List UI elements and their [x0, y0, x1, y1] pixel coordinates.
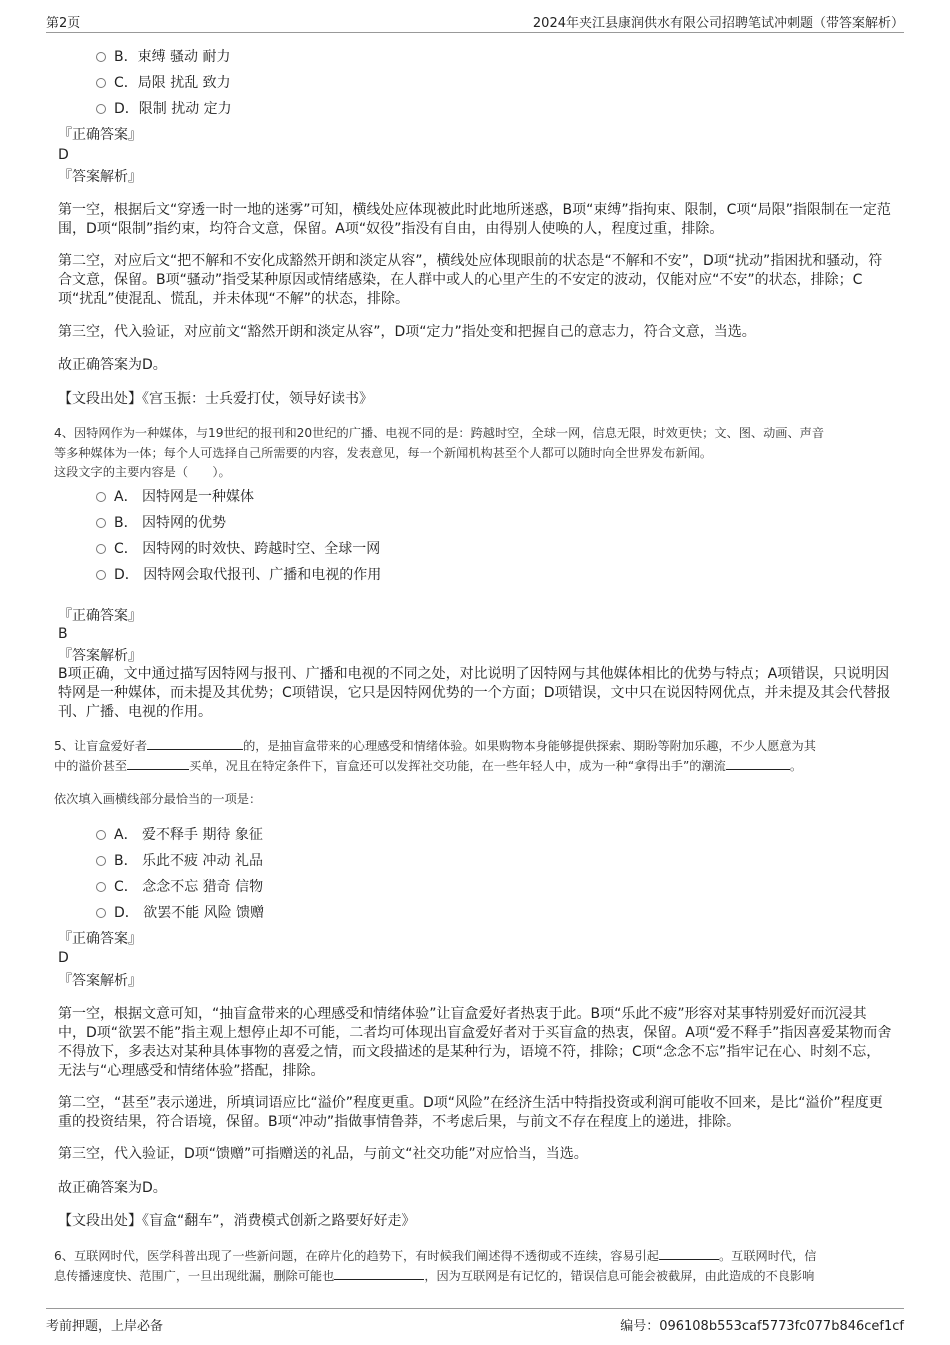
analysis-paragraph: 第一空，根据后文“穿透一时一地的迷雾”可知，横线处应体现被此时此地所迷惑，B项“束缚”指拘束、限制，C项“局限”指限制在一定范围，D项“限制”指约束，均符合文意，保留。A项“奴役”指没有自由，由得别人使唤的人，程度过重，排除。	[58, 202, 891, 237]
question-stem: 5、让盲盒爱好者 的，是抽盲盒带来的心理感受和情绪体验。如果购物本身能够提供探索、期盼等附加乐趣，不少人愿意为其	[54, 739, 816, 753]
analysis-paragraph: 第二空，对应后文“把不解和不安化成豁然开朗和淡定从容”，横线处应体现眼前的状态是“不解和不安”，D项“扰动”指困扰和骚动，符合文意，保留。B项“骚动”指受某种原因或情绪感染，在人群中或人的心里产生的不安定的波动，仅能对应“不安”的状态，排除；C项“扰乱”使混乱、慌乱，并未体现“不解”的状态，排除。	[58, 253, 883, 307]
question-stem: 等多种媒体为一体；每个人可选择自己所需要的内容，发表意见，每一个新闻机构甚至个人都可以随时向全世界发布新闻。	[54, 446, 713, 460]
option-item[interactable]: D．限制 扰动 定力	[96, 100, 232, 118]
option-item[interactable]: A． 爱不释手 期待 象征	[96, 826, 263, 844]
document-id: 编号：096108b553caf5773fc077b846cef1cf	[620, 1319, 904, 1334]
analysis-paragraph: 第三空，代入验证，D项“馈赠”可指赠送的礼品，与前文“社交功能”对应恰当，当选。	[58, 1146, 588, 1162]
analysis-paragraph: 故正确答案为D。	[58, 1180, 167, 1196]
radio-icon[interactable]	[96, 830, 106, 840]
radio-icon[interactable]	[96, 78, 106, 88]
question-stem: 息传播速度快、范围广，一旦出现纰漏，删除可能也 ，因为互联网是有记忆的，错误信息可能会被截屏，由此造成的不良影响	[54, 1269, 815, 1283]
analysis-paragraph: B项正确，文中通过描写因特网与报刊、广播和电视的不同之处，对比说明了因特网与其他媒体相比的优势与特点；A项错误，只说明因特网是一种媒体，而未提及其优势；C项错误，它只是因特网优势的一个方面；D项错误，文中只在说因特网优点，并未提及其会代替报刊、广播、电视的作用。	[58, 666, 891, 720]
correct-answer-label: 『正确答案』	[58, 127, 142, 143]
analysis-paragraph: 第三空，代入验证，对应前文“豁然开朗和淡定从容”，D项“定力”指处变和把握自己的意志力，符合文意，当选。	[58, 324, 756, 340]
fill-blank	[659, 1247, 719, 1260]
correct-answer-label: 『正确答案』	[58, 931, 142, 947]
radio-icon[interactable]	[96, 544, 106, 554]
correct-answer: B	[58, 626, 68, 642]
option-item[interactable]: B． 因特网的优势	[96, 514, 226, 532]
analysis-label: 『答案解析』	[58, 169, 142, 185]
question-stem: 6、互联网时代，医学科普出现了一些新问题，在碎片化的趋势下，有时候我们阐述得不透彻或不连续，容易引起 。互联网时代，信	[54, 1249, 817, 1263]
option-item[interactable]: B． 乐此不疲 冲动 礼品	[96, 852, 263, 870]
radio-icon[interactable]	[96, 908, 106, 918]
analysis-label: 『答案解析』	[58, 648, 142, 664]
radio-icon[interactable]	[96, 492, 106, 502]
question-stem: 中的溢价甚至 买单，况且在特定条件下，盲盒还可以发挥社交功能，在一些年轻人中，成为一种“拿得出手”的潮流 。	[54, 759, 803, 773]
fill-blank	[127, 757, 189, 770]
fill-blank	[147, 737, 243, 750]
option-item[interactable]: D． 欲罢不能 风险 馈赠	[96, 904, 264, 922]
footer-slogan: 考前押题，上岸必备	[46, 1319, 164, 1334]
option-item[interactable]: D． 因特网会取代报刊、广播和电视的作用	[96, 566, 381, 584]
analysis-paragraph: 故正确答案为D。	[58, 357, 167, 373]
fill-blank	[334, 1267, 424, 1280]
radio-icon[interactable]	[96, 570, 106, 580]
analysis-paragraph: 第二空，“甚至”表示递进，所填词语应比“溢价”程度更重。D项“风险”在经济生活中特指投资或利润可能收不回来，是比“溢价”程度更重的投资结果，符合语境，保留。B项“冲动”指做事情鲁莽，不考虑后果，与前文不存在程度上的递进，排除。	[58, 1095, 883, 1130]
option-item[interactable]: C． 念念不忘 猎奇 信物	[96, 878, 263, 896]
radio-icon[interactable]	[96, 518, 106, 528]
option-item[interactable]: C． 因特网的时效快、跨越时空、全球一网	[96, 540, 380, 558]
radio-icon[interactable]	[96, 882, 106, 892]
source-citation: 【文段出处】《宫玉振：士兵爱打仗，领导好读书》	[58, 391, 373, 407]
page-header	[46, 8, 904, 33]
source-citation: 【文段出处】《盲盒“翻车”，消费模式创新之路要好好走》	[58, 1213, 416, 1229]
option-item[interactable]: A． 因特网是一种媒体	[96, 488, 254, 506]
option-item[interactable]: C．局限 扰乱 致力	[96, 74, 231, 92]
question-prompt: 这段文字的主要内容是（ ）。	[54, 465, 231, 479]
radio-icon[interactable]	[96, 52, 106, 62]
option-item[interactable]: B．束缚 骚动 耐力	[96, 48, 231, 66]
correct-answer: D	[58, 950, 69, 966]
radio-icon[interactable]	[96, 856, 106, 866]
page-number: 第2页	[46, 16, 81, 31]
fill-blank	[726, 757, 790, 770]
question-stem: 4、因特网作为一种媒体，与19世纪的报刊和20世纪的广播、电视不同的是：跨越时空，全球一网，信息无限，时效更快；文、图、动画、声音	[54, 426, 825, 440]
analysis-label: 『答案解析』	[58, 973, 142, 989]
page-footer	[46, 1308, 904, 1335]
correct-answer: D	[58, 147, 69, 163]
radio-icon[interactable]	[96, 104, 106, 114]
question-prompt: 依次填入画横线部分最恰当的一项是：	[54, 792, 262, 806]
document-title: 2024年夹江县康润供水有限公司招聘笔试冲刺题（带答案解析）	[532, 16, 904, 31]
correct-answer-label: 『正确答案』	[58, 608, 142, 624]
analysis-paragraph: 第一空，根据文意可知，“抽盲盒带来的心理感受和情绪体验”让盲盒爱好者热衷于此。B项“乐此不疲”形容对某事特别爱好而沉浸其中，D项“欲罢不能”指主观上想停止却不可能，二者均可体现出盲盒爱好者对于买盲盒的热衷，保留。A项“爱不释手”指因喜爱某物而舍不得放下，多表达对某种具体事物的喜爱之情，而文段描述的是某种行为，语境不符，排除；C项“念念不忘”指牢记在心、时刻不忘，无法与“心理感受和情绪体验”搭配，排除。	[58, 1006, 892, 1079]
